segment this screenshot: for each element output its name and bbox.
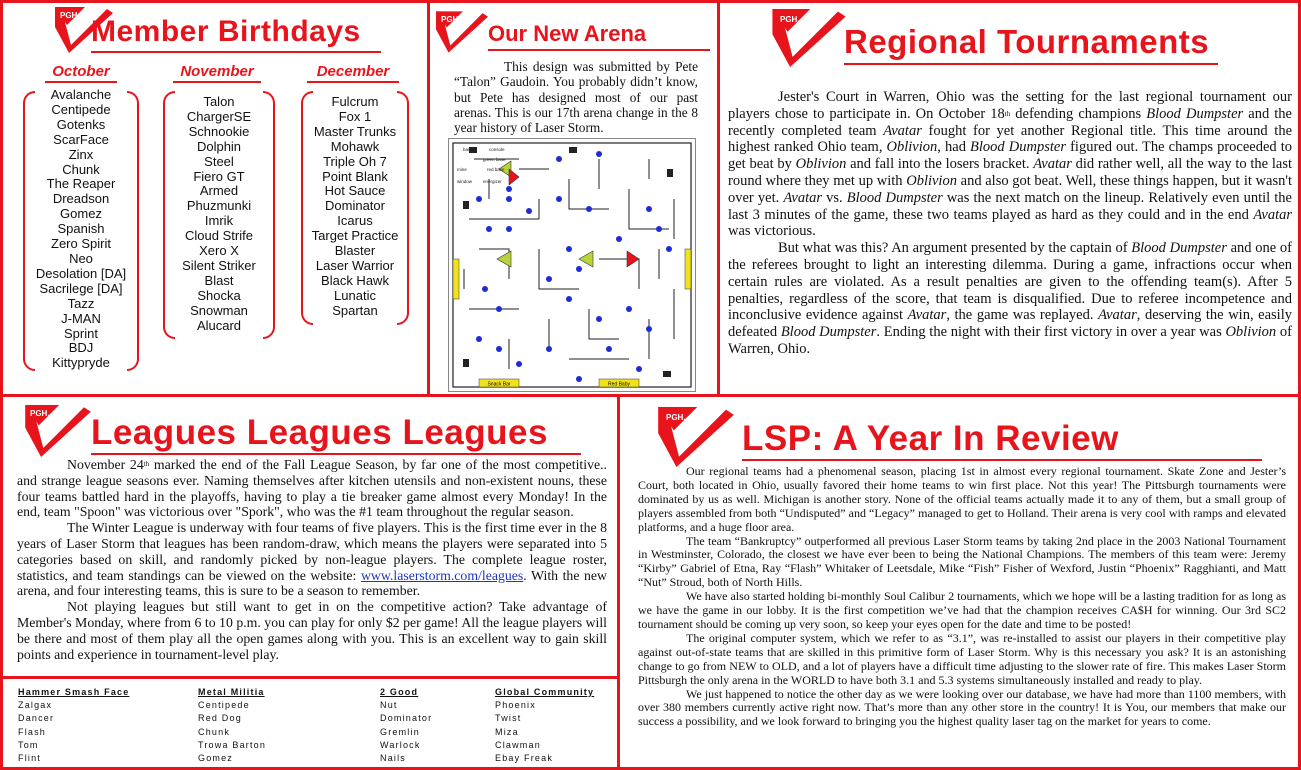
birthday-name: Fox 1 [338, 108, 372, 124]
legend-barrel: barrel [463, 147, 475, 152]
title-rule [488, 49, 710, 51]
birthday-name: Centipede [51, 101, 111, 117]
regional-paragraph: But what was this? An argument presented by the captain of Blood Dumpster and one of the referees brought to light an interesting dilemma. During a game, infractions occur when certain rules are violated. As a result penalties are given to the offending team(s). After 5 penalties, regardless of the score, that team is disqualified. Due to referee incompetence and inconclusive evidence against Avatar, the game was replayed. Avatar, deserving the win, easily defeated Blood Dumpster. Ending the night with their first victory in over a year was Oblivion of Warren, Ohio. [728, 240, 1292, 357]
arena-obstacle-dot [656, 226, 662, 232]
birthday-name: Zero Spirit [51, 236, 111, 252]
lsp-paragraph: We have also started holding bi-monthly Soul Calibur 2 tournaments, which we hope will be a lasting tradition for as long as we have the game in our lobby. It is the first competition we’ve had that the champion receives CA$H for winning. Our 3rd SC2 tournament should be coming up very soon, so keep your eyes open for the date and time to be posted! [638, 589, 1286, 631]
arena-obstacle-dot [566, 246, 572, 252]
birthday-name: Zinx [68, 146, 94, 162]
birthday-name: Dolphin [196, 138, 242, 154]
leagues-title: Leagues Leagues Leagues [91, 413, 548, 452]
birthday-name: Fulcrum [331, 94, 379, 109]
regional-paragraph: Jester's Court in Warren, Ohio was the setting for the last regional tournament our players chose to participate in. On October 18th defending champions Blood Dumpster and the recently completed team Avatar fought for yet another Regional title. This time around the highest ranked Ohio team, Oblivion, had Blood Dumpster figured out. The champs proceeded to get beat by Oblivion and fall into the losers bracket. Avatar did rather well, all the way to the last round where they met up with Oblivion and also got beat. Well, these things happen, but it wasn't over yet. Avatar vs. Blood Dumpster was the next match on the lineup. Relatively even until the last 3 minutes of the game, these two teams played as hard as they could and in the end Avatar was victorious. [728, 89, 1293, 240]
october-heading: October [45, 63, 117, 80]
team-player: Gremlin [380, 726, 420, 737]
birthday-name: ChargerSE [186, 108, 252, 124]
birthday-name: The Reaper [46, 176, 116, 192]
arena-obstacle-dot [496, 346, 502, 352]
birthday-name: Steel [204, 153, 234, 169]
birthday-name: Master Trunks [313, 123, 397, 139]
birthday-name: Lunatic [334, 287, 376, 303]
lsp-paragraph: Our regional teams had a phenomenal season, placing 1st in almost every regional tournament. Skate Zone and Jester’s Court, both located in Ohio, usually favored their home teams to win first place. Not this year! The Pittsburgh tournaments were dominated by us as well. Michigan is another story. None of the official teams actually made it to any of them, but a small group of players assembled from both “Undisputed” and “Legacy” managed to get to Holland. Their arena is very cool with ramps and elevated platforms, and a huge floor area. [638, 464, 1286, 534]
team-roster [495, 686, 594, 765]
birthday-name: Chunk [62, 161, 100, 177]
pgh-logo: PGH. [55, 7, 113, 58]
team-player: Ebay Freak [495, 753, 554, 764]
arena-obstacle-dot [476, 336, 482, 342]
birthday-name: Alucard [196, 317, 242, 333]
birthday-name: Shocka [197, 287, 241, 303]
birthday-name: Xero X [199, 243, 239, 259]
team-roster [18, 686, 129, 765]
arena-obstacle-dot [496, 306, 502, 312]
arena-obstacle-dot [576, 266, 582, 272]
birthday-name: Fiero GT [193, 168, 245, 184]
title-rule [91, 51, 381, 53]
birthday-name: Imrik [204, 213, 234, 229]
lsp-paragraph: The original computer system, which we refer to as “3.1”, was re-installed to assist our players in their competitive play against out-of-state teams that are skilled in this primitive form of Laser Storm. Why is this necessary you ask? It is an astonishing change to go from NEW to OLD, and a lot of players have a difficult time adjusting to the slower rate of fire. This makes Laser Storm Pittsburgh the only arena in the WORLD to have both 3.1 and 5.3 systems simultaneously installed and ready to play. [638, 630, 1286, 687]
birthdays-panel [0, 0, 430, 397]
team-player: Tom [18, 739, 39, 750]
team-player: Red Dog [198, 713, 242, 724]
team-name: Global Community [495, 687, 595, 697]
arena-obstacle-dot [476, 196, 482, 202]
team-player: Gomez [198, 753, 234, 764]
team-player: Nut [380, 700, 398, 711]
arena-obstacle-dot [586, 206, 592, 212]
arena-obstacle-dot [506, 196, 512, 202]
team-player: Miza [495, 726, 519, 737]
arena-obstacle-dot [596, 151, 602, 157]
birthday-name: Tazz [67, 295, 95, 311]
birthday-name: Dominator [325, 198, 385, 214]
arena-obstacle-dot [506, 186, 512, 192]
team-player: Zalgax [18, 700, 53, 711]
pgh-logo: PGH. [25, 405, 91, 462]
leagues-paragraph: November 24th marked the end of the Fall League Season, by far one of the most competitive.. and strange league seasons ever. Naming themselves after kitchen utensils and non-existent nouns, these four teams battled hard in the playoffs, having to play a tie breaker game almost every Monday! In the end, team "Spoon" was victorious over "Spork", who was the #1 team throughout the regular season. [17, 457, 607, 520]
birthday-name: Laser Warrior [315, 257, 395, 273]
team-player: Twist [495, 713, 522, 724]
arena-obstacle-dot [546, 346, 552, 352]
december-heading: December [307, 63, 399, 80]
birthday-name: Snowman [190, 302, 248, 318]
team-player: Chunk [198, 726, 231, 737]
arena-obstacle-dot [516, 361, 522, 367]
team-player: Flint [18, 753, 42, 764]
team-player: Warlock [380, 739, 421, 750]
birthday-name: Kittypryde [52, 355, 110, 371]
arena-text: This design was submitted by Pete “Talon” Gaudoin. You probably didn’t know, but Pete has designed most of our past arenas. This is our 17th arena change in the 8 year history of Laser Storm. [454, 59, 698, 136]
arena-obstacle-dot [566, 296, 572, 302]
arena-obstacle-dot [546, 276, 552, 282]
team-player: Centipede [198, 700, 250, 711]
lsp-title: LSP: A Year In Review [742, 419, 1119, 458]
arena-obstacle-dot [666, 246, 672, 252]
leagues-website-link[interactable]: www.laserstorm.com/leagues [360, 567, 524, 583]
svg-text:Red Baby: Red Baby [608, 381, 630, 388]
legend-window: window [457, 179, 473, 184]
roster-divider [3, 676, 620, 679]
birthday-name: Mohawk [330, 138, 380, 154]
november-list [169, 95, 269, 334]
team-name: Hammer Smash Face [18, 687, 130, 697]
regional-title: Regional Tournaments [844, 23, 1210, 60]
arena-obstacle-dot [646, 326, 652, 332]
title-rule [844, 63, 1218, 65]
birthday-name: Spartan [332, 302, 378, 318]
arena-obstacle-dot [486, 226, 492, 232]
arena-obstacle-dot [616, 236, 622, 242]
birthday-name: Sprint [64, 325, 98, 341]
team-name: Metal Militia [198, 687, 265, 697]
lsp-text [638, 465, 1286, 729]
svg-text:Snack Bar: Snack Bar [487, 381, 511, 388]
team-player: Dancer [18, 713, 55, 724]
team-player: Nails [380, 753, 407, 764]
birthday-name: J-MAN [61, 310, 101, 326]
october-list [31, 88, 131, 371]
pgh-logo: PGH. [772, 9, 846, 72]
birthday-name: Desolation [DA] [35, 265, 127, 281]
birthday-name: Icarus [337, 213, 373, 229]
lsp-panel [617, 394, 1301, 770]
birthday-name: Talon [203, 94, 235, 109]
birthday-name: ScarFace [53, 131, 109, 147]
leagues-text [17, 457, 607, 662]
regional-text [728, 89, 1292, 358]
arena-obstacle-dot [646, 206, 652, 212]
birthday-name: Point Blank [322, 168, 388, 184]
title-rule [742, 459, 1262, 461]
arena-obstacle-dot [636, 366, 642, 372]
team-player: Phoenix [495, 700, 536, 711]
team-name: 2 Good [380, 687, 419, 697]
team-roster [380, 686, 432, 765]
arena-obstacle-dot [606, 346, 612, 352]
birthday-name: Schnookie [188, 123, 250, 139]
november-heading: November [173, 63, 261, 80]
arena-obstacle-dot [576, 376, 582, 382]
birthday-name: Target Practice [311, 228, 399, 244]
legend-energizer: energizer [483, 179, 502, 184]
birthday-name: Spanish [57, 221, 105, 237]
arena-obstacle-dot [556, 156, 562, 162]
lsp-paragraph: We just happened to notice the other day as we were looking over our database, we have had more than 1100 members, with over 380 members currently active right now. That’s more than any other store in the country! It is You, our members that make our success a possibility, and we look forward to bringing you the highest quality laser tag on the market for years to come. [638, 686, 1286, 729]
team-player: Dominator [380, 713, 433, 724]
legend-green-base: green base [483, 157, 506, 162]
birthday-name: Cloud Strife [185, 228, 253, 244]
arena-obstacle-dot [526, 208, 532, 214]
birthday-name: Dreadson [52, 191, 110, 207]
pgh-logo: PGH. [658, 407, 734, 472]
legend-red-base: red base [487, 167, 505, 172]
team-player: Flash [18, 726, 47, 737]
birthdays-title: Member Birthdays [91, 15, 361, 48]
pgh-logo: PGH. [436, 11, 488, 58]
birthday-name: Gotenks [56, 116, 106, 132]
leagues-paragraph: The Winter League is underway with four teams of five players. This is the first time ever in the 8 years of Laser Storm that leagues has been random-draw, which means the players were separated into 5 categories based on skill, and randomly picked by non-league players. The complete league roster, statistics, and team standings can be viewed on the website: www.laserstorm.com/leagues. With the new arena, and four interesting teams, this is sure to be a season to remember. [17, 520, 607, 599]
arena-obstacle-dot [506, 226, 512, 232]
arena-obstacle-dot [556, 196, 562, 202]
arena-obstacle-dot [626, 306, 632, 312]
arena-title: Our New Arena [488, 21, 647, 46]
birthday-name: Hot Sauce [324, 183, 386, 199]
legend-console: console [489, 147, 505, 152]
lsp-paragraph: The team “Bankruptcy” outperformed all previous Laser Storm teams by taking 2nd place in the 2003 National Tournament in Westminster, Colorado, the closest we have ever been to being the National Champions. The members of this team were: Jeremy “Kirby” Gabriel of Etna, Ray “Flash” Whitaker of Leetsdale, Mike “Fish” Fisher of Wexford, Justin “Phoenix” Ragghianti, and Matt “Nut” Stroud, both of North Hills. [638, 533, 1286, 590]
birthday-name: Avalanche [50, 87, 112, 102]
birthday-name: Armed [199, 183, 239, 199]
birthday-name: Blast [204, 272, 234, 288]
birthday-name: Gomez [60, 206, 102, 222]
december-list [305, 95, 405, 319]
title-rule [91, 453, 581, 455]
birthday-name: Neo [69, 250, 93, 266]
birthday-name: Phuzmunki [186, 198, 252, 214]
birthday-name: Blaster [334, 243, 376, 259]
legend-mine: mine [457, 167, 467, 172]
arena-map [448, 138, 696, 392]
arena-obstacle-dot [596, 316, 602, 322]
birthday-name: Sacrilege [DA] [39, 280, 123, 296]
team-roster [198, 686, 266, 765]
birthday-name: BDJ [68, 340, 94, 356]
birthday-name: Triple Oh 7 [323, 153, 387, 169]
team-player: Trowa Barton [198, 739, 267, 750]
leagues-paragraph: Not playing leagues but still want to get in on the competitive action? Take advantage of Member's Monday, where from 6 to 10 p.m. you can play for only $2 per game! All the league players will be there and most of them play all the open games along with you. This is an excellent way to gain skill points and experience in tournament-level play. [17, 599, 607, 662]
birthday-name: Black Hawk [321, 272, 389, 288]
birthday-name: Silent Striker [182, 257, 256, 273]
regional-panel [717, 0, 1301, 397]
team-player: Clawman [495, 739, 541, 750]
arena-obstacle-dot [482, 286, 488, 292]
